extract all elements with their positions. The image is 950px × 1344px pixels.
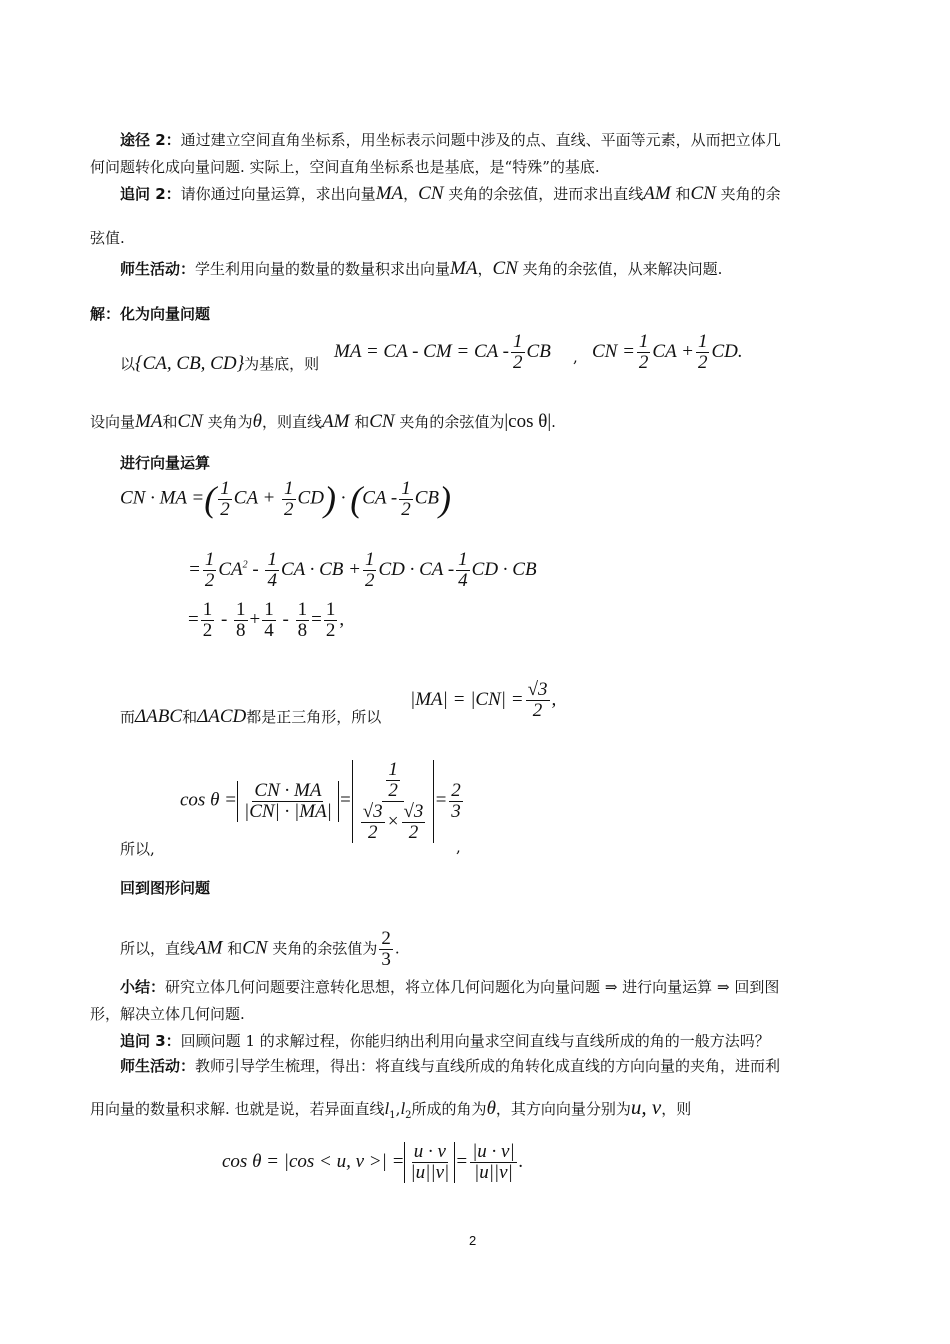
triangle-line: 而ΔABC和ΔACD都是正三角形，所以: [120, 706, 382, 727]
magnitude-eq: |MA| = |CN| = $\frac{√3}{2}$ ,: [410, 679, 557, 721]
back-line: 所以，直线AM 和CN 夹角的余弦值为 $\frac{2}{3}$ .: [120, 928, 400, 970]
followup2-line2: 弦值.: [90, 229, 125, 247]
followup3: 追问 3：回顾问题 1 的求解过程，你能归纳出利用向量求空间直线与直线所成的角的一般方法吗？: [120, 1032, 770, 1050]
summary-line2: 形，解决立体几何问题.: [90, 1005, 245, 1023]
summary-line1: 小结：研究立体几何问题要注意转化思想，将立体几何问题化为向量问题 ⇒ 进行向量运算 ⇒ 回到图: [120, 978, 780, 996]
solution-heading: 解：化为向量问题: [90, 305, 211, 323]
calc-line1: CN · MA =( $\frac{1}{2}$ CA + $\frac{1}{2}$ CD) · (CA - $\frac{1}{2}$ CB): [120, 477, 451, 520]
eq-ma: MA = CA - CM = CA - $\frac{1}{2}$ CB: [334, 331, 551, 373]
activity2-line2: 用向量的数量积求解. 也就是说，若异面直线$l_1,l_2$所成的角为θ，其方向向量分别为u, v，则: [90, 1095, 692, 1121]
so-label: 所以,: [120, 840, 155, 858]
route2-line1: 途径 2：通过建立空间直角坐标系，用坐标表示问题中涉及的点、直线、平面等元素，从而把立体几: [120, 131, 781, 149]
calc-line3: = $\frac{1}{2}$ - $\frac{1}{8}$ + $\frac{1}{4}$ - $\frac{1}{8}$ = $\frac{1}{2}$ ,: [188, 599, 345, 641]
final-formula: cos θ = |cos < u, v >| = $\frac{u \cdot v}{|u||v|}$ = $\frac{|u \cdot v|}{|u||v|}$ .: [222, 1141, 524, 1183]
route2-label: 途径 2：: [120, 131, 181, 149]
followup2-line1: 追问 2：请你通过向量运算，求出向量MA，CN 夹角的余弦值，进而求出直线AM 和CN 夹角的余: [120, 183, 781, 204]
cos-formula: cos θ = $\frac{CN \cdot MA}{|CN| \cdot |MA|}$ = $\frac{1}{2}$ $\frac{√3}{2}$ × $\frac{√3}{2}$ = $\frac{2}{3}$: [180, 759, 461, 843]
theta-line: 设向量MA和CN 夹角为θ，则直线AM 和CN 夹角的余弦值为|cos θ|.: [90, 411, 556, 432]
calc-line2: = $\frac{1}{2}$ $CA^2$ - $\frac{1}{4}$ CA · CB + $\frac{1}{2}$ CD · CA - $\frac{1}{4}$ CD · CB: [188, 549, 537, 591]
calc-heading: 进行向量运算: [120, 454, 211, 472]
activity2-line1: 师生活动：教师引导学生梳理，得出：将直线与直线所成的角转化成直线的方向向量的夹角，进而利: [120, 1057, 781, 1075]
route2-line2: 何问题转化成向量问题. 实际上，空间直角坐标系也是基底，是“特殊”的基底.: [90, 158, 600, 176]
basis-line: 以{CA, CB, CD}为基底，则: [120, 353, 320, 374]
activity1: 师生活动：学生利用向量的数量的数量积求出向量MA，CN 夹角的余弦值，从来解决问题.: [120, 258, 723, 279]
page-number: 2: [469, 1233, 477, 1248]
eq-cn: CN = $\frac{1}{2}$ CA + $\frac{1}{2}$ CD.: [592, 331, 743, 373]
back-heading: 回到图形问题: [120, 879, 211, 897]
